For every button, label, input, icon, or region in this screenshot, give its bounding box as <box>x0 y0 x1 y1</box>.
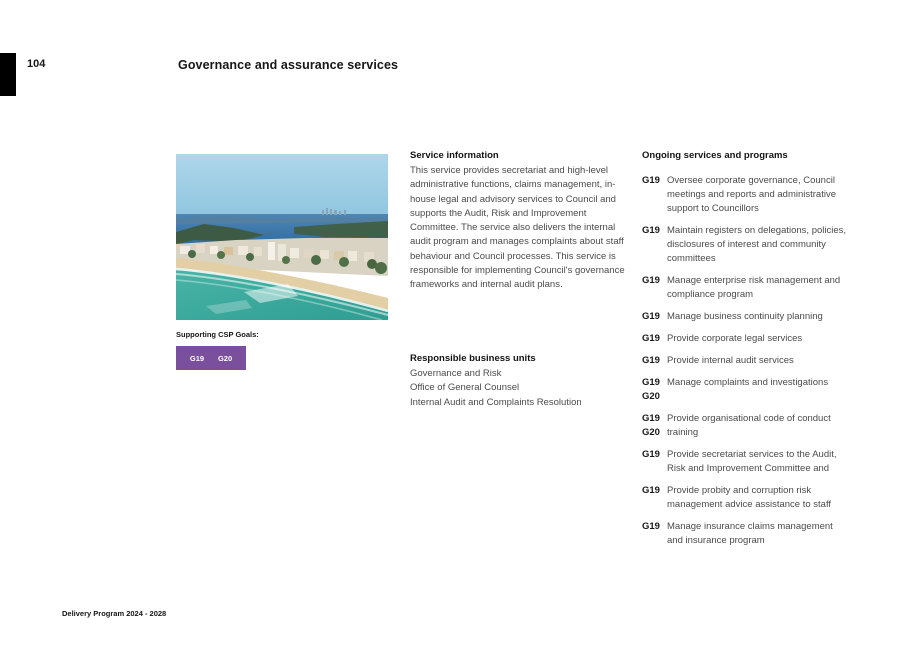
service-information-body: This service provides secretariat and high-level administrative functions, claims management, in-house legal and advisory services to Council and supports the Audit, Risk and Improvement Committee. The service also delivers the internal audit program and manages complaints about staff behaviour and Council processes. This service is responsible for implementing Council's governance frameworks and internal audit plans. <box>410 165 625 291</box>
service-item-text: Manage enterprise risk management and compliance program <box>667 275 841 300</box>
ongoing-services-heading: Ongoing services and programs <box>642 150 788 161</box>
service-item <box>642 354 857 368</box>
service-item <box>642 484 857 512</box>
service-item <box>642 174 857 216</box>
service-item-text: Provide internal audit services <box>667 355 794 366</box>
service-item <box>642 332 857 346</box>
csp-goal-tag: G19 <box>189 353 205 363</box>
service-item <box>642 448 857 476</box>
ongoing-services-list <box>642 174 857 548</box>
csp-goal-tags: G19 <box>642 225 660 236</box>
page-edge-tab <box>0 53 16 96</box>
csp-goals-label: Supporting CSP Goals: <box>176 330 259 339</box>
service-item <box>642 224 857 266</box>
csp-goal-tags: G19 <box>642 333 660 344</box>
csp-goal-tags: G19 <box>642 275 660 286</box>
service-item-text: Manage business continuity planning <box>667 311 823 322</box>
csp-goal-tags: G19 <box>642 355 660 366</box>
coastal-aerial-photo <box>176 154 388 320</box>
service-information-section <box>410 150 636 293</box>
business-unit-item: Internal Audit and Complaints Resolution <box>410 396 582 408</box>
service-item <box>642 520 857 548</box>
business-units-list <box>410 367 650 410</box>
csp-goal-tags: G19 <box>642 485 660 496</box>
service-item-text: Manage complaints and investigations <box>667 377 829 388</box>
ongoing-services-section <box>642 150 857 556</box>
service-item-text: Maintain registers on delegations, policies, disclosures of interest and community committees <box>667 225 847 264</box>
service-item <box>642 310 857 324</box>
document-footer: Delivery Program 2024 - 2028 <box>62 609 167 618</box>
csp-goal-tags: G19 <box>642 175 660 186</box>
page-number: 104 <box>27 58 46 70</box>
service-information-heading: Service information <box>410 150 499 161</box>
responsible-business-units-heading: Responsible business units <box>410 353 536 364</box>
csp-goal-tag: G20 <box>217 353 233 363</box>
csp-goal-tags: G19 G20 <box>642 413 660 438</box>
csp-goals-badge <box>176 346 246 370</box>
service-item-text: Manage insurance claims management and insurance program <box>667 521 833 546</box>
responsible-business-units-section <box>410 353 650 410</box>
service-item-text: Provide organisational code of conduct training <box>667 413 831 438</box>
business-unit-item: Office of General Counsel <box>410 382 520 394</box>
service-item-text: Provide secretariat services to the Audit, Risk and Improvement Committee and <box>667 449 837 474</box>
service-item-text: Provide probity and corruption risk management advice assistance to staff <box>667 485 832 510</box>
csp-goal-tags: G19 <box>642 521 660 532</box>
page-title: Governance and assurance services <box>178 58 399 72</box>
csp-goal-tags: G19 G20 <box>642 377 660 402</box>
service-item <box>642 274 857 302</box>
service-item-text: Provide corporate legal services <box>667 333 803 344</box>
service-item <box>642 376 857 404</box>
business-unit-item: Governance and Risk <box>410 368 502 379</box>
csp-goal-tags: G19 <box>642 311 660 322</box>
service-item <box>642 412 857 440</box>
csp-goal-tags: G19 <box>642 449 660 460</box>
service-item-text: Oversee corporate governance, Council meetings and reports and administrative support to Councillors <box>667 175 836 214</box>
